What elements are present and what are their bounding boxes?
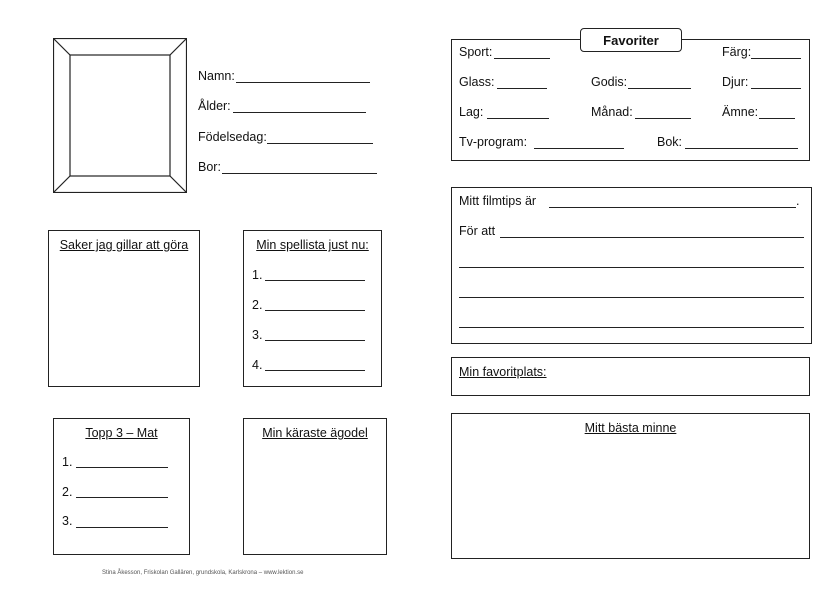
fav-month-field[interactable] — [635, 118, 691, 119]
top3-food-box — [53, 418, 190, 555]
favorites-box — [451, 39, 810, 161]
favorite-place-label: Min favoritplats: — [459, 365, 547, 379]
picture-frame-icon — [53, 38, 187, 193]
favorites-title: Favoriter — [603, 33, 659, 48]
movie-tip-reason-label: För att — [459, 224, 496, 238]
fav-book-label: Bok: — [657, 135, 683, 149]
movie-tip-label: Mitt filmtips är — [459, 194, 537, 208]
food-item-number: 3. — [62, 514, 73, 528]
playlist-item-number: 4. — [252, 358, 263, 372]
fav-team-field[interactable] — [487, 118, 549, 119]
movie-tip-box — [451, 187, 812, 344]
playlist-item-field[interactable] — [265, 370, 365, 371]
name-field[interactable] — [236, 82, 370, 83]
fav-icecream-label: Glass: — [459, 75, 495, 89]
playlist-item-field[interactable] — [265, 340, 365, 341]
lives-label: Bor: — [198, 160, 221, 174]
best-memory-title: Mitt bästa minne — [584, 421, 677, 435]
fav-sport-label: Sport: — [459, 45, 493, 59]
fav-subject-label: Ämne: — [722, 105, 759, 119]
movie-tip-extra-line[interactable] — [459, 297, 804, 298]
fav-animal-field[interactable] — [751, 88, 801, 89]
food-item-field[interactable] — [76, 527, 168, 528]
birthday-field[interactable] — [267, 143, 373, 144]
fav-color-label: Färg: — [722, 45, 752, 59]
birthday-label: Födelsedag: — [198, 130, 267, 144]
age-field[interactable] — [233, 112, 366, 113]
fav-book-field[interactable] — [685, 148, 798, 149]
things-i-like-title: Saker jag gillar att göra — [59, 238, 189, 252]
lives-field[interactable] — [222, 173, 377, 174]
best-memory-box[interactable] — [451, 413, 810, 559]
things-i-like-box[interactable] — [48, 230, 200, 387]
food-item-number: 1. — [62, 455, 73, 469]
food-item-field[interactable] — [76, 467, 168, 468]
dearest-possession-title: Min käraste ägodel — [262, 426, 368, 440]
photo-frame — [53, 38, 187, 193]
playlist-item-field[interactable] — [265, 280, 365, 281]
food-item-number: 2. — [62, 485, 73, 499]
top3-food-title: Topp 3 – Mat — [85, 426, 158, 440]
age-label: Ålder: — [198, 99, 231, 113]
fav-sport-field[interactable] — [494, 58, 550, 59]
fav-month-label: Månad: — [591, 105, 633, 119]
food-item-field[interactable] — [76, 497, 168, 498]
movie-tip-extra-line[interactable] — [459, 327, 804, 328]
movie-tip-reason-field[interactable] — [500, 237, 804, 238]
playlist-item-number: 1. — [252, 268, 263, 282]
playlist-item-number: 2. — [252, 298, 263, 312]
movie-tip-period: . — [796, 194, 800, 208]
fav-animal-label: Djur: — [722, 75, 749, 89]
fav-team-label: Lag: — [459, 105, 484, 119]
footer-credit: Stina Åkesson, Friskolan Gallären, grundskola, Karlskrona – www.lektion.se — [102, 570, 304, 576]
playlist-item-field[interactable] — [265, 310, 365, 311]
fav-icecream-field[interactable] — [497, 88, 547, 89]
favorite-place-box[interactable] — [451, 357, 810, 396]
playlist-item-number: 3. — [252, 328, 263, 342]
fav-tv-label: Tv-program: — [459, 135, 528, 149]
dearest-possession-box[interactable] — [243, 418, 387, 555]
fav-candy-field[interactable] — [628, 88, 691, 89]
fav-color-field[interactable] — [751, 58, 801, 59]
name-label: Namn: — [198, 69, 235, 83]
playlist-box — [243, 230, 382, 387]
fav-subject-field[interactable] — [759, 118, 795, 119]
favorites-title-tab — [580, 28, 682, 52]
movie-tip-extra-line[interactable] — [459, 267, 804, 268]
fav-candy-label: Godis: — [591, 75, 628, 89]
fav-tv-field[interactable] — [534, 148, 624, 149]
playlist-title: Min spellista just nu: — [256, 238, 369, 252]
movie-tip-field[interactable] — [549, 207, 796, 208]
